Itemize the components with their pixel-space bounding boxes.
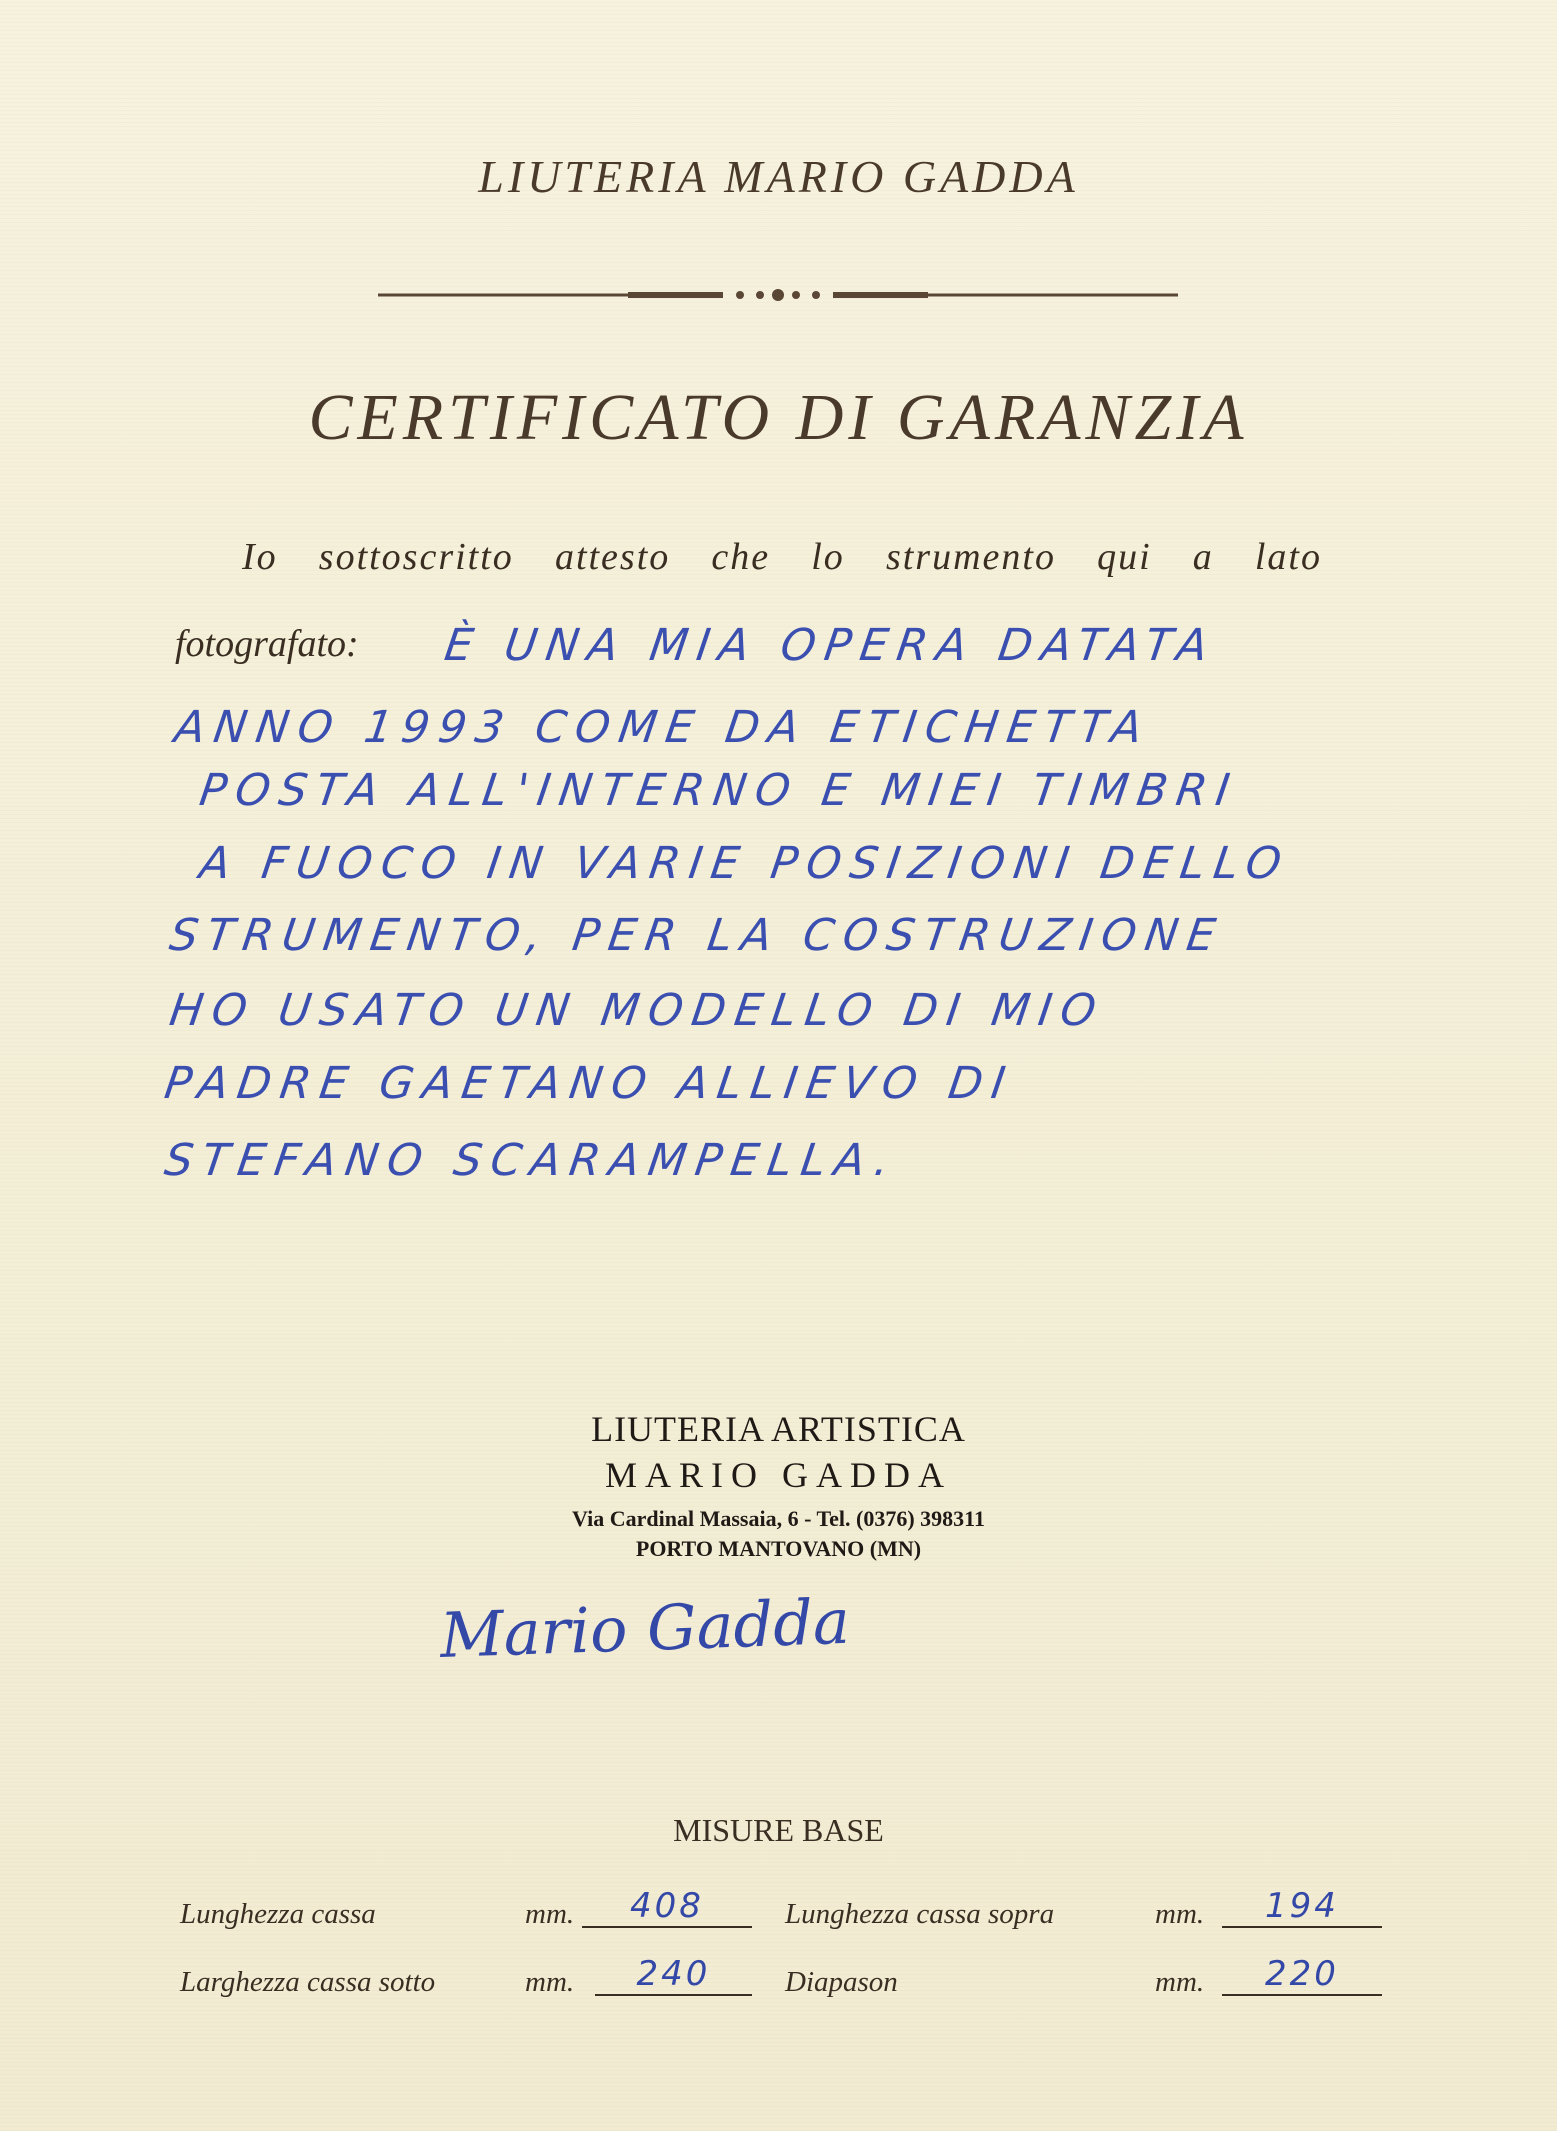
handwritten-line: ANNO 1993 COME DA ETICHETTA	[171, 702, 1155, 753]
handwritten-line: È UNA MIA OPERA DATATA	[441, 620, 1220, 671]
lunghezza-cassa-sopra-value: 194	[1222, 1892, 1382, 1928]
stamp-address: Via Cardinal Massaia, 6 - Tel. (0376) 398311	[572, 1506, 985, 1531]
handwritten-line: STEFANO SCARAMPELLA.	[161, 1135, 902, 1186]
handwritten-line: STRUMENTO, PER LA COSTRUZIONE	[166, 910, 1228, 961]
signature: Mario Gadda	[438, 1584, 851, 1673]
stamp-line-2: MARIO GADDA	[605, 1455, 952, 1495]
intro-word: lato	[1254, 536, 1322, 578]
larghezza-cassa-sotto-label: Larghezza cassa sotto	[180, 1966, 436, 1998]
lunghezza-cassa-sopra-label: Lunghezza cassa sopra	[785, 1898, 1055, 1930]
intro-sentence	[242, 535, 1322, 579]
photographed-label: fotografato:	[175, 623, 359, 665]
stamp-city: PORTO MANTOVANO (MN)	[635, 1536, 922, 1561]
unit-label: mm.	[525, 1966, 575, 1998]
handwritten-line: A FUOCO IN VARIE POSIZIONI DELLO	[196, 838, 1294, 889]
intro-word: che	[711, 536, 771, 578]
unit-label: mm.	[1155, 1898, 1205, 1930]
stamp-line-1: LIUTERIA ARTISTICA	[591, 1409, 966, 1449]
intro-word: lo	[811, 536, 845, 578]
handwritten-line: POSTA ALL'INTERNO E MIEI TIMBRI	[196, 765, 1242, 816]
intro-word: sottoscritto	[318, 536, 514, 578]
workshop-stamp	[0, 1408, 1557, 1562]
certificate-title: CERTIFICATO DI GARANZIA	[308, 381, 1249, 454]
lunghezza-cassa-value: 408	[582, 1892, 752, 1928]
unit-label: mm.	[1155, 1966, 1205, 1998]
diapason-label: Diapason	[785, 1966, 898, 1998]
intro-word: attesto	[554, 536, 671, 578]
unit-label: mm.	[525, 1898, 575, 1930]
lunghezza-cassa-label: Lunghezza cassa	[180, 1898, 376, 1930]
intro-word: qui	[1097, 536, 1152, 578]
handwritten-line: HO USATO UN MODELLO DI MIO	[166, 985, 1108, 1036]
intro-word: strumento	[885, 536, 1056, 578]
diapason-value: 220	[1222, 1960, 1382, 1996]
ornament-divider	[378, 283, 1178, 307]
measurements-title: MISURE BASE	[673, 1812, 884, 1848]
handwritten-line: PADRE GAETANO ALLIEVO DI	[161, 1058, 1018, 1109]
intro-word: a	[1192, 536, 1214, 578]
larghezza-cassa-sotto-value: 240	[595, 1960, 752, 1996]
intro-word: Io	[242, 536, 278, 578]
header-title: LIUTERIA MARIO GADDA	[478, 151, 1079, 202]
